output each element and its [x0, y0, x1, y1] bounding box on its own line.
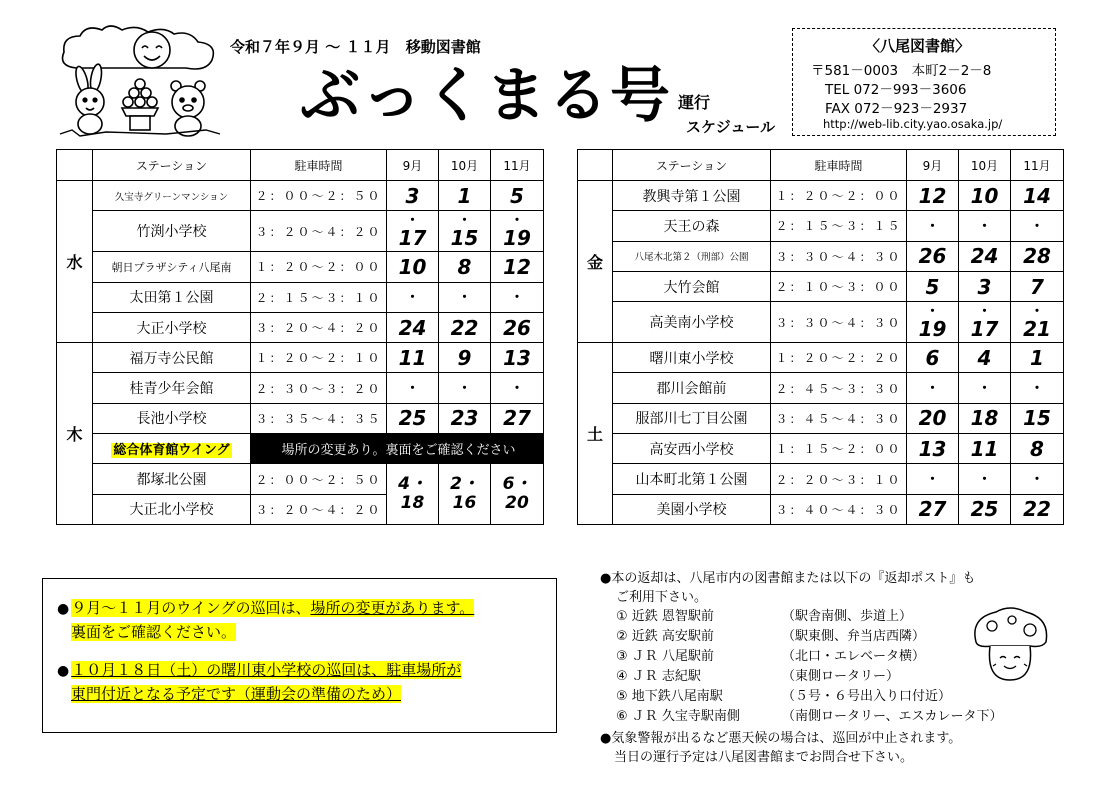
date-dot: ・ [1030, 304, 1044, 321]
station-name: 美園小学校 [613, 494, 771, 524]
date-cell-sep [907, 302, 959, 343]
day-saturday: 土 [578, 343, 613, 525]
station-name: 天王の森 [613, 211, 771, 241]
header-station: ステーション [93, 150, 251, 181]
date-dot: ・ [959, 211, 1011, 241]
notice-akegawa [57, 659, 461, 706]
wing-notice: 場所の変更あり。裏面をご確認ください [251, 434, 544, 464]
date-nov: 22 [1011, 494, 1064, 524]
notice-wing-text-c: 裏面をご確認ください。 [71, 623, 237, 641]
date-oct: 3 [959, 271, 1011, 301]
return-post-desc: （駅舎南側、歩道上） [782, 609, 913, 624]
page-title: ぶっくまる号 [300, 61, 672, 131]
station-name: 教興寺第１公園 [613, 181, 771, 211]
date-dot: ・ [925, 304, 940, 321]
date-oct: 22 [439, 312, 491, 342]
date-dot: ・ [510, 213, 524, 230]
station-name: 長池小学校 [93, 403, 251, 433]
notice-wing-text-b: 場所の変更があります。 [310, 599, 475, 617]
header-time: 駐車時間 [251, 150, 387, 181]
mascot-illustration [56, 20, 224, 140]
return-post-desc: （５号・６号出入り口付近） [782, 689, 952, 704]
date-dot: ・ [959, 373, 1011, 403]
date-nov: 26 [491, 312, 544, 342]
date-cell-nov [491, 211, 544, 252]
table-row [57, 343, 544, 373]
schedule-table-left [56, 149, 544, 525]
station-wing-cell [93, 434, 251, 464]
date-sep: 18 [400, 493, 425, 514]
day-friday: 金 [578, 181, 613, 343]
parking-time: ２：２０～３：１０ [771, 464, 907, 494]
date-dot: ・ [907, 211, 959, 241]
date-nov: 8 [1011, 434, 1064, 464]
return-post-name: ⑥ ＪＲ 久宝寺駅南側 [616, 709, 740, 724]
date-nov: 5 [491, 181, 544, 211]
table-row [57, 373, 544, 403]
library-fax: FAX 072－923－2937 [825, 101, 968, 117]
day-wednesday: 水 [57, 181, 93, 343]
date-cell-oct [439, 211, 491, 252]
return-post-desc: （駅東側、弁当店西隣） [782, 629, 926, 644]
station-name: 太田第１公園 [93, 282, 251, 312]
date-sep: 13 [907, 434, 959, 464]
station-name: 福万寺公民館 [93, 343, 251, 373]
parking-time: ３：４５～４：３０ [771, 403, 907, 433]
return-post-name: ⑤ 地下鉄八尾南駅 [616, 689, 723, 704]
library-url[interactable]: http://web-lib.city.yao.osaka.jp/ [823, 117, 1003, 131]
date-nov: 14 [1011, 181, 1064, 211]
station-name: 山本町北第１公園 [613, 464, 771, 494]
date-oct: 1 [439, 181, 491, 211]
date-sep: 25 [387, 403, 439, 433]
date-sep: 11 [387, 343, 439, 373]
date-cell-nov [491, 464, 544, 525]
date-dot: ・ [457, 213, 472, 230]
table-row [578, 434, 1064, 464]
schedule-period [230, 36, 481, 57]
date-sep: 12 [907, 181, 959, 211]
station-name: 高安西小学校 [613, 434, 771, 464]
header-month-11: 11月 [491, 150, 544, 181]
schedule-table-right [577, 149, 1064, 525]
date-nov: 20 [505, 493, 529, 514]
header-day [57, 150, 93, 181]
return-post-name: ① 近鉄 恩智駅前 [616, 609, 714, 624]
station-name: 大竹会館 [613, 271, 771, 301]
parking-time: ３：２０～４：２０ [251, 211, 387, 252]
date-dot: ・ [907, 464, 959, 494]
return-post-desc: （北口・エレベータ横） [782, 649, 926, 664]
library-contact-box [792, 28, 1056, 136]
station-name: 服部川七丁目公園 [613, 403, 771, 433]
date-oct: 16 [452, 493, 477, 514]
return-intro-line2: ご利用下さい。 [616, 590, 708, 605]
table-row [578, 271, 1064, 301]
header-month-10: 10月 [439, 150, 491, 181]
station-name: 八尾木北第２（刑部）公園 [613, 241, 771, 271]
date-oct: 2・ [450, 473, 479, 494]
date-sep: 27 [907, 494, 959, 524]
return-intro-line1: ●本の返却は、八尾市内の図書館または以下の『返却ポスト』も [600, 571, 976, 586]
parking-time: ２：１５～３：１０ [251, 282, 387, 312]
date-dot: ・ [977, 304, 992, 321]
date-sep: 26 [907, 241, 959, 271]
notice-box [42, 578, 557, 733]
parking-time: １：２０～２：００ [251, 252, 387, 282]
header-month-9: 9月 [907, 150, 959, 181]
header-day [578, 150, 613, 181]
date-nov: 1 [1011, 343, 1064, 373]
date-nov: 6・ [502, 473, 532, 494]
parking-time: ２：３０～３：２０ [251, 373, 387, 403]
station-name: 大正小学校 [93, 312, 251, 342]
parking-time: ３：４０～４：３０ [771, 494, 907, 524]
return-post-name: ② 近鉄 高安駅前 [616, 629, 714, 644]
date-sep: 20 [907, 403, 959, 433]
parking-time: ２：００～２：５０ [251, 181, 387, 211]
station-name: 朝日プラザシティ八尾南 [93, 252, 251, 282]
date-nov: 21 [1023, 317, 1051, 342]
mushroom-mascot-icon [968, 604, 1054, 686]
date-oct: 10 [959, 181, 1011, 211]
bear-icon [171, 81, 205, 136]
table-row [578, 343, 1064, 373]
date-nov: 28 [1011, 241, 1064, 271]
date-sep: 17 [398, 226, 427, 251]
day-thursday: 木 [57, 343, 93, 525]
station-name: 久宝寺グリーンマンション [93, 181, 251, 211]
date-oct: 8 [439, 252, 491, 282]
period-text: 令和７年９月 ～ １１月 [230, 38, 391, 56]
weather-notice-line1: ●気象警報が出るなど悪天候の場合は、巡回が中止されます。 [600, 731, 962, 746]
date-sep: 19 [918, 317, 947, 342]
date-oct: 9 [439, 343, 491, 373]
date-sep: 5 [907, 271, 959, 301]
return-post-desc: （南側ロータリー、エスカレータ下） [782, 709, 1003, 724]
date-cell-oct [439, 464, 491, 525]
station-name: 高美南小学校 [613, 302, 771, 343]
notice-wing [57, 597, 474, 644]
return-post-name: ③ ＪＲ 八尾駅前 [616, 649, 714, 664]
date-nov: 19 [503, 226, 531, 251]
date-dot: ・ [387, 282, 439, 312]
date-oct: 23 [439, 403, 491, 433]
date-nov: 27 [491, 403, 544, 433]
table-row [57, 403, 544, 433]
mobile-library-label: 移動図書館 [405, 38, 481, 56]
notice-bullet: ● [57, 601, 70, 617]
date-sep: 6 [907, 343, 959, 373]
station-name: 郡川会館前 [613, 373, 771, 403]
parking-time: ２：４５～３：３０ [771, 373, 907, 403]
date-nov: 12 [491, 252, 544, 282]
date-oct: 11 [959, 434, 1011, 464]
parking-time: １：２０～２：００ [771, 181, 907, 211]
table-row [57, 464, 544, 494]
station-name: 桂青少年会館 [93, 373, 251, 403]
date-cell-oct [959, 302, 1011, 343]
table-row [57, 282, 544, 312]
station-name: 都塚北公園 [93, 464, 251, 494]
table-row-wing [57, 434, 544, 464]
table-row [578, 241, 1064, 271]
table-row [578, 464, 1064, 494]
weather-notice-line2: 当日の運行予定は八尾図書館までお問合せ下さい。 [614, 750, 914, 765]
date-cell-nov [1011, 302, 1064, 343]
station-wing: 総合体育館ウイング [113, 443, 230, 459]
library-address: 〒581－0003 本町2－2－8 [811, 63, 992, 79]
return-post-desc: （東側ロータリー） [782, 669, 900, 684]
header-month-9: 9月 [387, 150, 439, 181]
date-dot: ・ [491, 373, 544, 403]
table-row [57, 312, 544, 342]
date-sep: 10 [387, 252, 439, 282]
table-header-row [57, 150, 544, 181]
notice-akegawa-text-b: 東門付近となる予定です（運動会の準備のため） [71, 685, 402, 703]
date-dot: ・ [387, 373, 439, 403]
parking-time: ３：２０～４：２０ [251, 312, 387, 342]
parking-time: ２：１０～３：００ [771, 271, 907, 301]
parking-time: ３：３０～４：３０ [771, 302, 907, 343]
date-dot: ・ [439, 373, 491, 403]
date-dot: ・ [1011, 464, 1064, 494]
table-row [578, 494, 1064, 524]
library-tel: TEL 072－993－3606 [825, 82, 967, 98]
parking-time: ３：２０～４：２０ [251, 494, 387, 524]
table-row [578, 181, 1064, 211]
parking-time: １：２０～２：１０ [251, 343, 387, 373]
header-month-11: 11月 [1011, 150, 1064, 181]
date-dot: ・ [1011, 373, 1064, 403]
date-dot: ・ [405, 213, 420, 230]
date-nov: 7 [1011, 271, 1064, 301]
station-name: 大正北小学校 [93, 494, 251, 524]
header-month-10: 10月 [959, 150, 1011, 181]
header-time: 駐車時間 [771, 150, 907, 181]
date-oct: 24 [959, 241, 1011, 271]
date-dot: ・ [491, 282, 544, 312]
library-name: 〈八尾図書館〉 [865, 37, 971, 55]
date-oct: 15 [450, 226, 479, 251]
table-row [578, 373, 1064, 403]
date-nov: 15 [1011, 403, 1064, 433]
table-header-row [578, 150, 1064, 181]
notice-akegawa-text-a: １０月１８日（土）の曙川東小学校の巡回は、駐車場所が [71, 661, 462, 679]
dango-stand-icon [122, 79, 158, 130]
date-sep: 24 [387, 312, 439, 342]
table-row [578, 403, 1064, 433]
sun-face-icon [134, 32, 170, 68]
table-row [57, 181, 544, 211]
table-row [57, 252, 544, 282]
parking-time: ２：１５～３：１５ [771, 211, 907, 241]
title-sub-schedule: スケジュール [686, 118, 776, 136]
date-dot: ・ [439, 282, 491, 312]
station-name: 竹渕小学校 [93, 211, 251, 252]
date-sep: 4・ [398, 473, 427, 494]
date-cell-sep [387, 211, 439, 252]
date-dot: ・ [959, 464, 1011, 494]
date-nov: 13 [491, 343, 544, 373]
rabbit-icon [74, 63, 104, 134]
notice-wing-text-a: ９月～１１月のウイングの巡回は、 [71, 599, 311, 617]
station-name: 曙川東小学校 [613, 343, 771, 373]
header-station: ステーション [613, 150, 771, 181]
date-dot: ・ [907, 373, 959, 403]
table-row [578, 211, 1064, 241]
return-post-name: ④ ＪＲ 志紀駅 [616, 669, 701, 684]
notice-bullet: ● [57, 663, 70, 679]
title-sub-service: 運行 [678, 93, 711, 112]
date-oct: 18 [959, 403, 1011, 433]
parking-time: １：１５～２：００ [771, 434, 907, 464]
date-dot: ・ [1011, 211, 1064, 241]
date-sep: 3 [387, 181, 439, 211]
parking-time: １：２０～２：２０ [771, 343, 907, 373]
date-cell-sep [387, 464, 439, 525]
date-oct: 25 [959, 494, 1011, 524]
parking-time: ３：３５～４：３５ [251, 403, 387, 433]
parking-time: ３：３０～４：３０ [771, 241, 907, 271]
date-oct: 4 [959, 343, 1011, 373]
date-oct: 17 [970, 317, 999, 342]
parking-time: ２：００～２：５０ [251, 464, 387, 494]
